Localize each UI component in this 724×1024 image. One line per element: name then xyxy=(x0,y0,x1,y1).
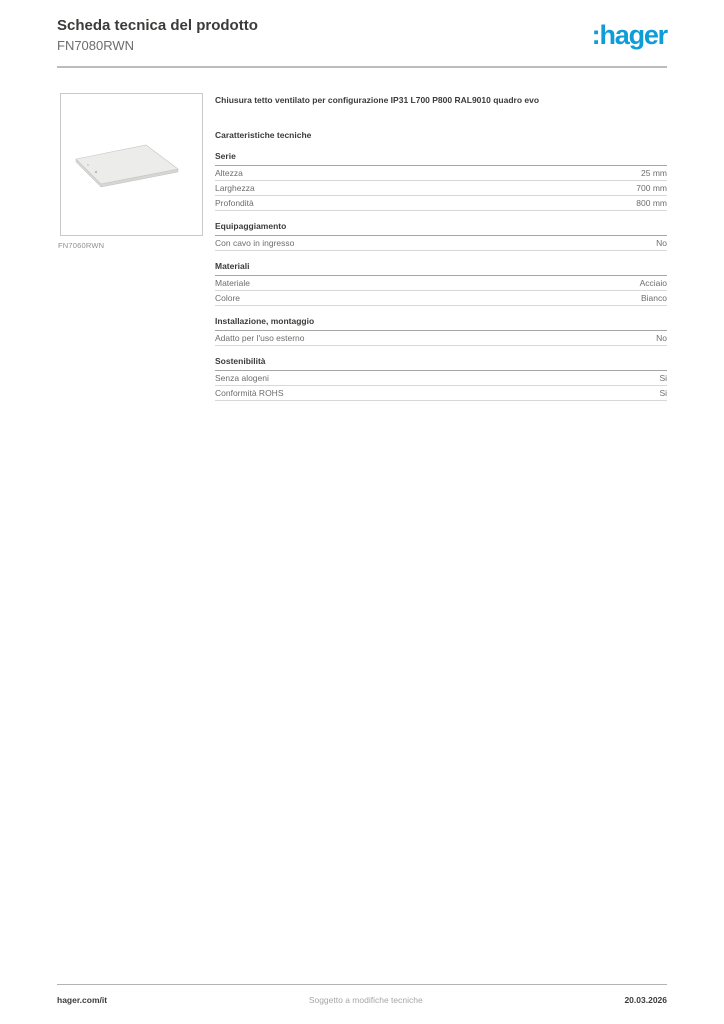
spec-label: Profondità xyxy=(215,198,254,208)
spec-row xyxy=(215,371,667,386)
header xyxy=(57,17,667,53)
spec-value: Acciaio xyxy=(639,278,667,288)
spec-section xyxy=(215,316,667,346)
spec-section-title: Serie xyxy=(215,151,667,166)
footer-date: 20.03.2026 xyxy=(624,995,667,1005)
spec-label: Altezza xyxy=(215,168,243,178)
spec-rows xyxy=(215,276,667,306)
spec-label: Adatto per l'uso esterno xyxy=(215,333,305,343)
spec-value: Bianco xyxy=(641,293,667,303)
spec-label: Senza alogeni xyxy=(215,373,269,383)
product-panel-image xyxy=(61,94,202,235)
spec-row xyxy=(215,291,667,306)
spec-value: 25 mm xyxy=(641,168,667,178)
spec-value: Si xyxy=(659,388,667,398)
spec-rows xyxy=(215,331,667,346)
spec-row xyxy=(215,236,667,251)
product-image-box xyxy=(60,93,203,236)
spec-label: Con cavo in ingresso xyxy=(215,238,295,248)
main-content xyxy=(215,95,667,401)
spec-value: No xyxy=(656,238,667,248)
product-code: FN7080RWN xyxy=(57,37,135,53)
spec-label: Larghezza xyxy=(215,183,255,193)
product-description: Chiusura tetto ventilato per configurazione IP31 L700 P800 RAL9010 quadro evo xyxy=(215,95,540,105)
footer-note: Soggetto a modifiche tecniche xyxy=(308,995,423,1005)
spec-label: Materiale xyxy=(215,278,250,288)
spec-row xyxy=(215,276,667,291)
spec-row xyxy=(215,166,667,181)
footer-website: hager.com/it xyxy=(57,995,108,1005)
spec-row xyxy=(215,196,667,211)
spec-section-title: Installazione, montaggio xyxy=(215,316,667,331)
spec-label: Colore xyxy=(215,293,241,303)
spec-row xyxy=(215,331,667,346)
spec-section xyxy=(215,151,667,211)
footer xyxy=(57,984,667,1005)
spec-section xyxy=(215,261,667,306)
spec-section xyxy=(215,221,667,251)
spec-row xyxy=(215,386,667,401)
product-image-caption: FN7060RWN xyxy=(58,241,105,250)
spec-section-title: Materiali xyxy=(215,261,667,276)
characteristics-title: Caratteristiche tecniche xyxy=(215,130,312,140)
spec-section-title: Sostenibilità xyxy=(215,356,667,371)
spec-value: No xyxy=(656,333,667,343)
spec-label: Conformità ROHS xyxy=(215,388,284,398)
characteristics-sections xyxy=(215,151,667,401)
spec-rows xyxy=(215,166,667,211)
spec-rows xyxy=(215,236,667,251)
spec-section xyxy=(215,356,667,401)
spec-value: 800 mm xyxy=(636,198,667,208)
page-title: Scheda tecnica del prodotto xyxy=(57,17,258,34)
header-divider xyxy=(57,66,667,68)
hager-logo: :hager xyxy=(591,20,667,50)
header-text xyxy=(57,17,258,53)
spec-section-title: Equipaggiamento xyxy=(215,221,667,236)
spec-value: 700 mm xyxy=(636,183,667,193)
spec-value: Si xyxy=(659,373,667,383)
spec-rows xyxy=(215,371,667,401)
spec-row xyxy=(215,181,667,196)
